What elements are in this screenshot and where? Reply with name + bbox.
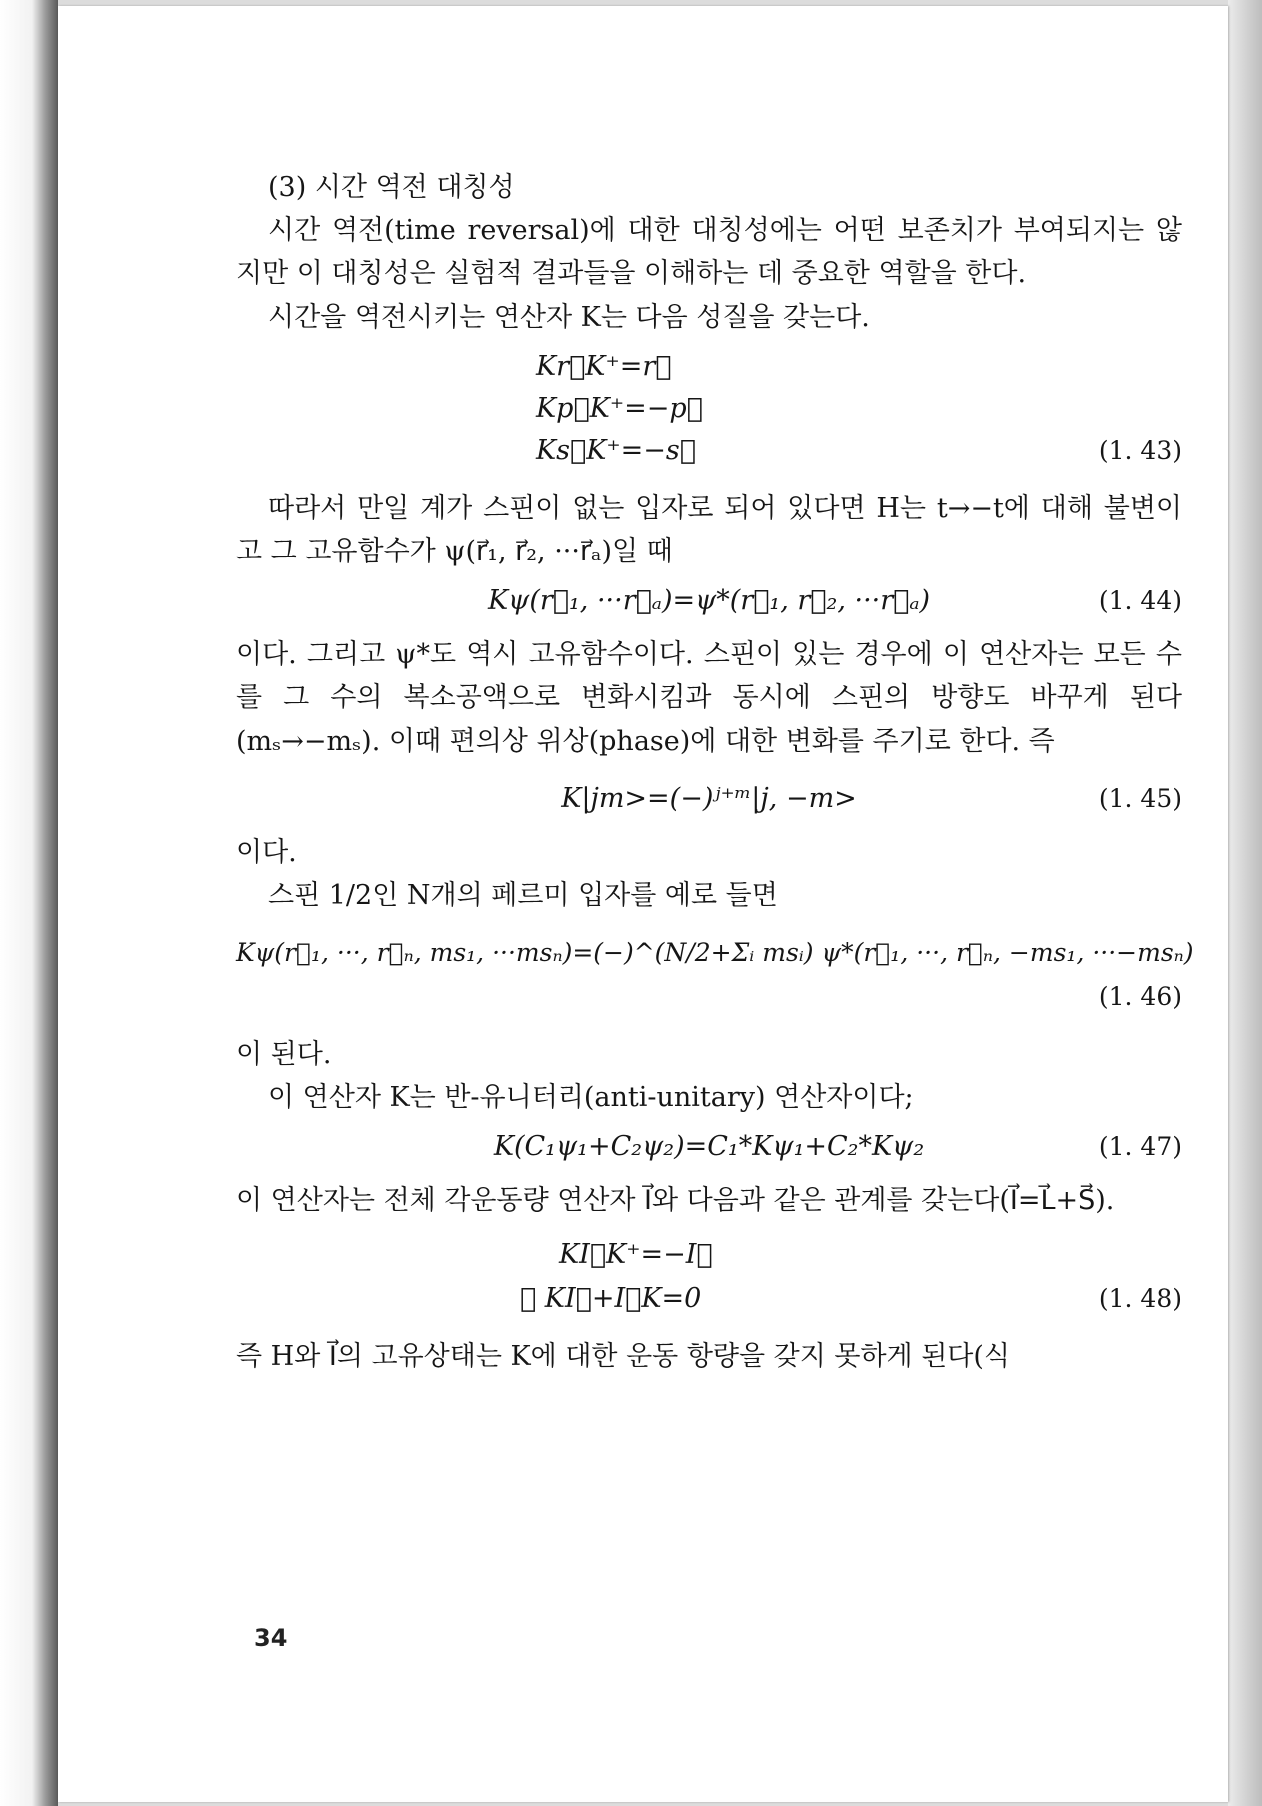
paragraph-10: 즉 H와 I⃗의 고유상태는 K에 대한 운동 항량을 갖지 못하게 된다(식 (236, 1340, 1011, 1372)
equation-number-1-48: (1. 48) (1098, 1283, 1182, 1313)
book-page (58, 6, 1228, 1802)
page-edge-shadow (1228, 0, 1262, 1806)
paragraph-7: 이 된다. (236, 1039, 332, 1071)
equation-number-1-43: (1. 43) (1098, 435, 1182, 465)
equation-number-1-46: (1. 46) (1098, 982, 1182, 1012)
equation-1-43-line-2: Kp⃗K⁺=−p⃗ (536, 392, 703, 424)
paragraph-6: 스핀 1/2인 N개의 페르미 입자를 예로 들면 (268, 879, 778, 911)
equation-1-47-text: K(C₁ψ₁+C₂ψ₂)=C₁*Kψ₁+C₂*Kψ₂ (493, 1131, 925, 1163)
equation-1-48 (236, 1233, 1182, 1325)
equation-1-43-line-3: Ks⃗K⁺=−s⃗ (536, 434, 696, 466)
equation-1-46 (236, 931, 1194, 1023)
equation-number-1-47: (1. 47) (1098, 1132, 1182, 1162)
equation-1-43 (236, 345, 1182, 477)
equation-number-1-44: (1. 44) (1098, 586, 1182, 616)
paragraph-2: 시간을 역전시키는 연산자 K는 다음 성질을 갖는다. (268, 301, 870, 333)
book-binding-shadow (0, 0, 58, 1806)
page-number: 34 (254, 1624, 288, 1652)
equation-1-48-line-2: ∴ KI⃗+I⃗K=0 (520, 1282, 702, 1314)
equation-number-1-45: (1. 45) (1098, 783, 1182, 813)
equation-1-44 (236, 579, 1182, 623)
equation-1-46-text: Kψ(r⃗₁, ···, r⃗ₙ, ms₁, ···msₙ)=(−)^(N/2+Σᵢ msᵢ) ψ*(r⃗₁, ···, r⃗ₙ, −ms₁, ···−msₙ) (236, 938, 1194, 968)
paragraph-1: 시간 역전(time reversal)에 대한 대칭성에는 어떤 보존치가 부여되지는 않지만 이 대칭성은 실험적 결과들을 이해하는 데 중요한 역할을 한다. (236, 215, 1182, 290)
equation-1-44-text: Kψ(r⃗₁, ···r⃗ₐ)=ψ*(r⃗₁, r⃗₂, ···r⃗ₐ) (487, 585, 931, 617)
section-heading: (3) 시간 역전 대칭성 (268, 172, 515, 203)
equation-1-47 (236, 1125, 1182, 1169)
paragraph-3: 따라서 만일 계가 스핀이 없는 입자로 되어 있다면 H는 t→−t에 대해 불변이고 그 고유함수가 ψ(r⃗₁, r⃗₂, ···r⃗ₐ)일 때 (236, 492, 1182, 567)
paragraph-4: 이다. 그리고 ψ*도 역시 고유함수이다. 스핀이 있는 경우에 이 연산자는 모든 수를 그 수의 복소공액으로 변화시킴과 동시에 스핀의 방향도 바꾸게 된다(mₛ→−mₛ). 이때 편의상 위상(phase)에 대한 변화를 주기로 한다. 즉 (236, 639, 1182, 757)
equation-1-45 (236, 777, 1182, 821)
paragraph-5: 이다. (236, 836, 297, 868)
page-content (236, 166, 1194, 1378)
paragraph-9: 이 연산자는 전체 각운동량 연산자 I⃗와 다음과 같은 관계를 갖는다(I⃗=L⃗+S⃗). (236, 1185, 1115, 1217)
equation-1-48-line-1: KI⃗K⁺=−I⃗ (559, 1238, 713, 1270)
paragraph-8: 이 연산자 K는 반-유니터리(anti-unitary) 연산자이다; (268, 1082, 914, 1114)
equation-1-45-text: K|jm>=(−)ʲ⁺ᵐ|j, −m> (561, 782, 857, 814)
equation-1-43-line-1: Kr⃗K⁺=r⃗ (536, 350, 672, 382)
